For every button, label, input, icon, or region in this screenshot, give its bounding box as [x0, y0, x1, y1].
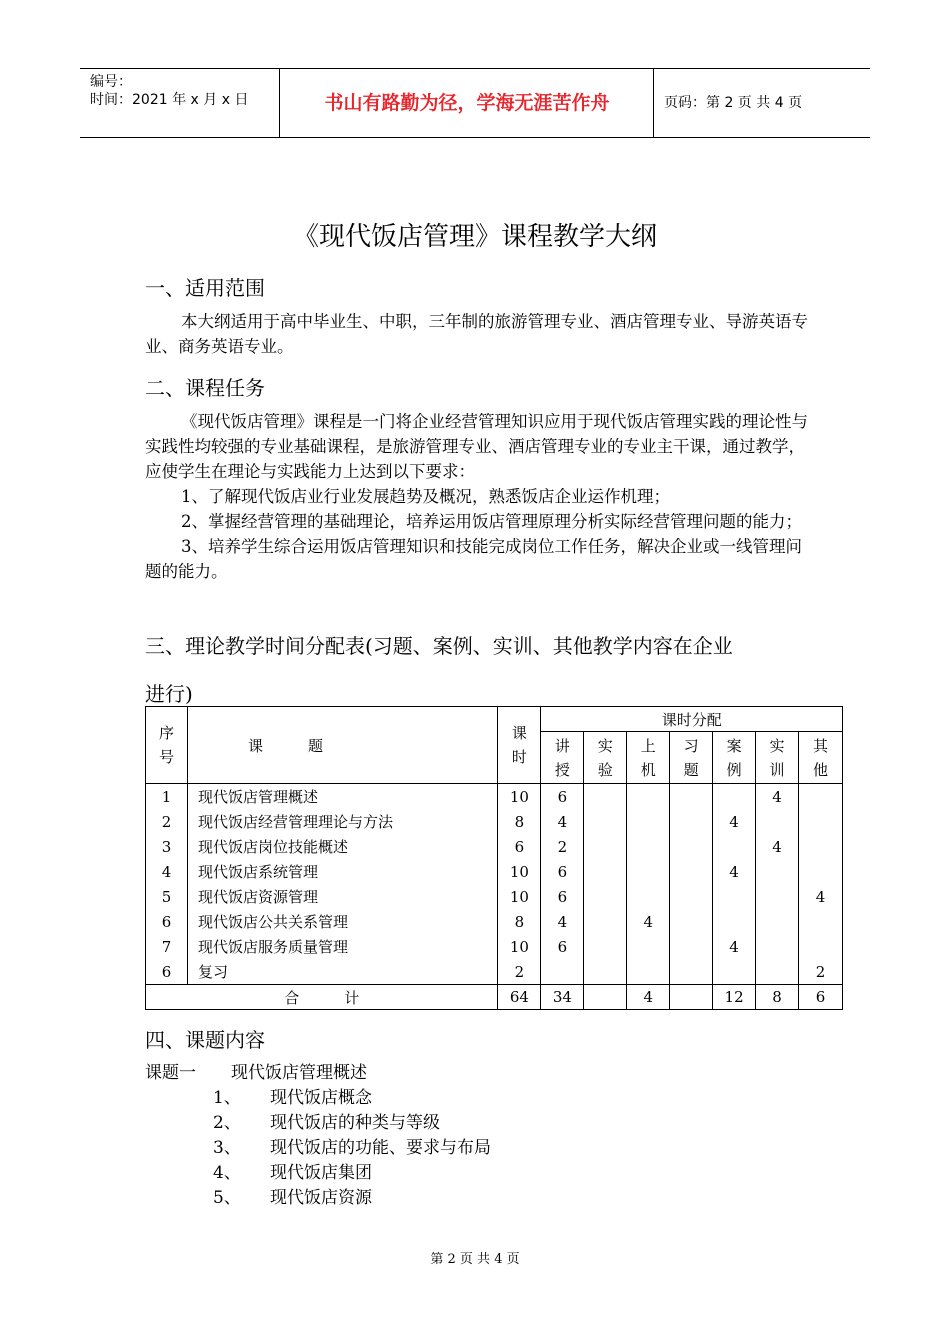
- section2-body: [145, 409, 815, 584]
- list-item-number: 5、: [213, 1188, 241, 1208]
- row-cell: [756, 884, 799, 909]
- header-motto: 书山有路勤为径，学海无涯苦作舟: [281, 69, 654, 137]
- topic1-list: [145, 1086, 745, 1211]
- list-item: [145, 1161, 745, 1186]
- list-item-text: 现代饭店概念: [270, 1088, 372, 1108]
- row-cell: [798, 934, 842, 959]
- row-hours: 8: [498, 809, 541, 834]
- schedule-table: [145, 706, 843, 1010]
- row-cell: [627, 934, 670, 959]
- row-cell: 6: [541, 934, 584, 959]
- row-hours: 2: [498, 959, 541, 985]
- row-cell: 4: [798, 884, 842, 909]
- row-topic: 现代饭店管理概述: [187, 784, 498, 810]
- document-title: 《现代饭店管理》课程教学大纲: [292, 222, 657, 252]
- row-cell: 6: [541, 884, 584, 909]
- row-cell: [798, 859, 842, 884]
- row-cell: 4: [756, 834, 799, 859]
- row-cell: [584, 809, 627, 834]
- total-cell: [670, 985, 713, 1010]
- sub-col-header: 实训: [756, 732, 799, 784]
- row-hours: 10: [498, 884, 541, 909]
- row-no: 6: [146, 959, 188, 985]
- row-topic: 现代饭店公共关系管理: [187, 909, 498, 934]
- sub-col-header: 案例: [713, 732, 756, 784]
- row-cell: 2: [541, 834, 584, 859]
- section2-item: 3、培养学生综合运用饭店管理知识和技能完成岗位工作任务，解决企业或一线管理问题的能力。: [145, 537, 802, 581]
- row-no: 4: [146, 859, 188, 884]
- row-cell: 6: [541, 784, 584, 810]
- header-page-label: 页码：第 2 页 共 4 页: [664, 95, 803, 111]
- table-row: [146, 834, 843, 859]
- total-cell: [584, 985, 627, 1010]
- row-cell: [713, 884, 756, 909]
- row-cell: [670, 959, 713, 985]
- row-cell: [627, 884, 670, 909]
- sub-col-header: 习题: [670, 732, 713, 784]
- list-item-number: 4、: [213, 1163, 241, 1183]
- sub-col-header: 上机: [627, 732, 670, 784]
- row-cell: [798, 909, 842, 934]
- row-cell: [584, 834, 627, 859]
- row-cell: [798, 809, 842, 834]
- row-cell: [756, 859, 799, 884]
- row-no: 2: [146, 809, 188, 834]
- table-row: [146, 934, 843, 959]
- list-item: [145, 1136, 745, 1161]
- total-cell: 12: [713, 985, 756, 1010]
- section1-heading: 一、适用范围: [145, 276, 265, 300]
- row-hours: 10: [498, 784, 541, 810]
- row-cell: [584, 909, 627, 934]
- row-hours: 10: [498, 934, 541, 959]
- row-cell: 4: [541, 909, 584, 934]
- page-footer: 第 2 页 共 4 页: [430, 1252, 520, 1267]
- row-hours: 8: [498, 909, 541, 934]
- list-item-text: 现代饭店集团: [270, 1163, 372, 1183]
- page-header: [80, 68, 870, 138]
- table-row: [146, 809, 843, 834]
- section4-heading: 四、课题内容: [145, 1028, 265, 1052]
- row-cell: [798, 834, 842, 859]
- row-cell: [713, 959, 756, 985]
- row-topic: 现代饭店资源管理: [187, 884, 498, 909]
- section1-text: 本大纲适用于高中毕业生、中职，三年制的旅游管理专业、酒店管理专业、导游英语专业、商务英语专业。: [145, 312, 808, 356]
- row-topic: 复习: [187, 959, 498, 985]
- sub-col-header: 实验: [584, 732, 627, 784]
- list-item: [145, 1111, 745, 1136]
- date-label: 时间：2021 年 x 月 x 日: [90, 92, 249, 108]
- row-no: 5: [146, 884, 188, 909]
- row-hours: 10: [498, 859, 541, 884]
- row-cell: [627, 809, 670, 834]
- row-cell: 4: [541, 809, 584, 834]
- row-cell: [584, 959, 627, 985]
- header-meta: [80, 69, 280, 137]
- section3-heading: 三、理论教学时间分配表(习题、案例、实训、其他教学内容在企业 进行): [145, 634, 733, 706]
- row-cell: [756, 909, 799, 934]
- section2-item: 1、了解现代饭店业行业发展趋势及概况，熟悉饭店企业运作机理；: [181, 487, 670, 506]
- row-cell: [670, 784, 713, 810]
- row-cell: 6: [541, 859, 584, 884]
- section2-item: 2、掌握经营管理的基础理论，培养运用饭店管理原理分析实际经营管理问题的能力；: [181, 512, 802, 531]
- row-cell: 2: [798, 959, 842, 985]
- row-cell: [584, 934, 627, 959]
- row-cell: [756, 934, 799, 959]
- row-cell: [584, 859, 627, 884]
- sub-col-header: 讲授: [541, 732, 584, 784]
- topic1-heading: [145, 1061, 745, 1086]
- list-item-text: 现代饭店的功能、要求与布局: [270, 1138, 491, 1158]
- total-hours: 64: [498, 985, 541, 1010]
- total-cell: 4: [627, 985, 670, 1010]
- row-cell: [756, 809, 799, 834]
- row-cell: [670, 834, 713, 859]
- row-no: 6: [146, 909, 188, 934]
- row-topic: 现代饭店岗位技能概述: [187, 834, 498, 859]
- row-topic: 现代饭店服务质量管理: [187, 934, 498, 959]
- row-no: 1: [146, 784, 188, 810]
- row-no: 3: [146, 834, 188, 859]
- total-label: 合 计: [146, 985, 498, 1010]
- col-group-header: 课时分配: [541, 707, 843, 732]
- col-no-header: 序号: [146, 707, 188, 784]
- total-cell: 8: [756, 985, 799, 1010]
- section2-heading: 二、课程任务: [145, 376, 265, 400]
- total-cell: 6: [798, 985, 842, 1010]
- row-cell: [584, 784, 627, 810]
- row-no: 7: [146, 934, 188, 959]
- total-cell: 34: [541, 985, 584, 1010]
- topic1-title: 现代饭店管理概述: [231, 1063, 367, 1083]
- row-cell: [798, 784, 842, 810]
- row-cell: 4: [713, 934, 756, 959]
- list-item: [145, 1186, 745, 1211]
- row-hours: 6: [498, 834, 541, 859]
- row-cell: [541, 959, 584, 985]
- row-cell: [627, 959, 670, 985]
- row-cell: 4: [627, 909, 670, 934]
- table-row: [146, 784, 843, 810]
- row-cell: [670, 909, 713, 934]
- table-row: [146, 909, 843, 934]
- table-row: [146, 859, 843, 884]
- table-row: [146, 959, 843, 985]
- col-topic-header: 课 题: [187, 707, 498, 784]
- row-cell: [627, 834, 670, 859]
- topic1-label: 课题一: [145, 1063, 196, 1083]
- row-cell: [756, 959, 799, 985]
- row-cell: [670, 934, 713, 959]
- row-cell: 4: [756, 784, 799, 810]
- row-cell: [584, 884, 627, 909]
- row-cell: [627, 784, 670, 810]
- section2-intro: 《现代饭店管理》课程是一门将企业经营管理知识应用于现代饭店管理实践的理论性与实践性均较强的专业基础课程，是旅游管理专业、酒店管理专业的专业主干课，通过教学，应使学生在理论与实践能力上达到以下要求：: [145, 412, 808, 481]
- row-cell: [713, 784, 756, 810]
- list-item: [145, 1086, 745, 1111]
- row-cell: [670, 859, 713, 884]
- row-cell: 4: [713, 859, 756, 884]
- row-cell: [627, 859, 670, 884]
- code-label: 编号：: [90, 74, 132, 90]
- list-item-number: 3、: [213, 1138, 241, 1158]
- row-cell: 4: [713, 809, 756, 834]
- list-item-text: 现代饭店资源: [270, 1188, 372, 1208]
- row-topic: 现代饭店经营管理理论与方法: [187, 809, 498, 834]
- list-item-number: 1、: [213, 1088, 241, 1108]
- table-row: [146, 884, 843, 909]
- row-cell: [713, 909, 756, 934]
- sub-col-header: 其他: [798, 732, 842, 784]
- row-cell: [670, 884, 713, 909]
- row-cell: [670, 809, 713, 834]
- list-item-text: 现代饭店的种类与等级: [270, 1113, 440, 1133]
- list-item-number: 2、: [213, 1113, 241, 1133]
- row-cell: [713, 834, 756, 859]
- col-hours-header: 课时: [498, 707, 541, 784]
- row-topic: 现代饭店系统管理: [187, 859, 498, 884]
